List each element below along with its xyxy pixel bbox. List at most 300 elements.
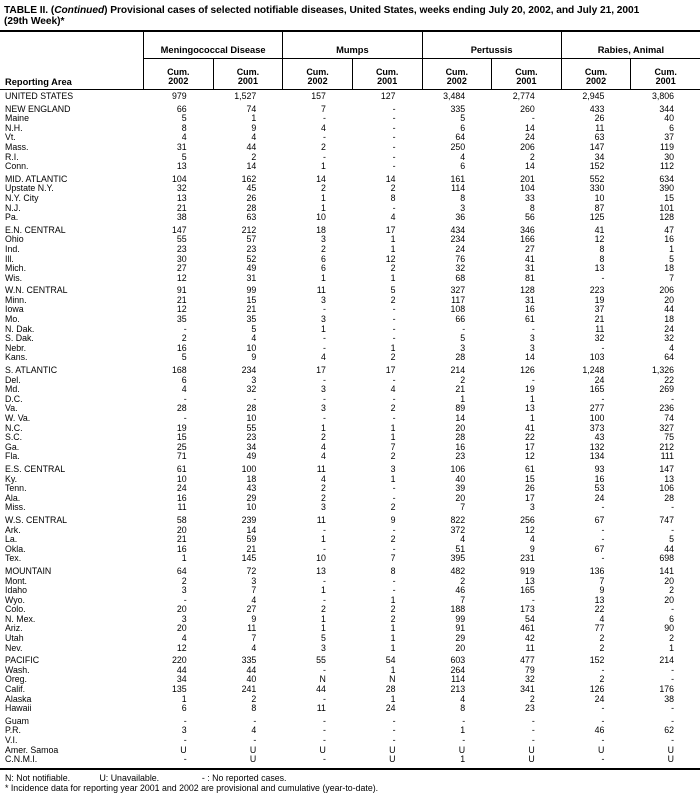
row-value: - bbox=[392, 735, 396, 745]
row-value: 51 bbox=[455, 543, 466, 554]
row-value: 147 bbox=[659, 463, 674, 474]
row-value: - bbox=[322, 664, 326, 675]
row-value: 57 bbox=[246, 234, 257, 245]
row-value: 1 bbox=[460, 725, 466, 736]
row-value: 21 bbox=[594, 314, 605, 325]
row-value: - bbox=[183, 735, 187, 745]
row-value: - bbox=[462, 715, 466, 726]
row-area-label: Ala. bbox=[5, 492, 21, 503]
row-value: 152 bbox=[589, 655, 605, 666]
row-value: 2,774 bbox=[512, 91, 535, 101]
table-row bbox=[0, 92, 700, 102]
row-value: 477 bbox=[520, 655, 535, 666]
row-value: - bbox=[253, 393, 257, 404]
row-value: 24 bbox=[594, 492, 605, 503]
row-value: 132 bbox=[589, 441, 605, 452]
row-value: 7 bbox=[320, 103, 326, 114]
row-value: 4 bbox=[460, 151, 466, 162]
row-value: 5 bbox=[251, 323, 257, 334]
row-value: 14 bbox=[246, 161, 257, 172]
row-value: 3 bbox=[460, 342, 466, 353]
row-value: 9 bbox=[251, 352, 257, 363]
row-value: 99 bbox=[246, 285, 257, 296]
table-row bbox=[0, 264, 700, 274]
table-row bbox=[0, 545, 700, 555]
table-row bbox=[0, 235, 700, 245]
row-value: 4 bbox=[251, 333, 257, 344]
row-value: 16 bbox=[455, 441, 466, 452]
row-value: 11 bbox=[316, 703, 326, 714]
row-value: 37 bbox=[664, 132, 674, 143]
row-area-label: Calif. bbox=[5, 684, 26, 695]
row-value: - bbox=[671, 674, 674, 685]
row-value: 16 bbox=[176, 543, 187, 554]
row-value: 20 bbox=[455, 642, 466, 653]
row-value: 1 bbox=[390, 633, 396, 644]
table-section bbox=[0, 656, 700, 714]
row-value: 6 bbox=[320, 263, 326, 274]
row-value: 87 bbox=[594, 202, 605, 213]
row-area-label: Ariz. bbox=[5, 623, 23, 634]
row-value: 603 bbox=[450, 655, 466, 666]
row-value: 1 bbox=[390, 473, 396, 484]
row-value: 103 bbox=[589, 352, 605, 363]
row-value: 341 bbox=[520, 684, 535, 695]
row-value: 13 bbox=[664, 473, 674, 484]
row-value: 16 bbox=[594, 473, 605, 484]
row-value: 1 bbox=[181, 693, 187, 704]
row-value: 106 bbox=[659, 483, 674, 494]
row-value: 20 bbox=[664, 594, 674, 605]
row-area-label: N. Mex. bbox=[5, 613, 36, 624]
table-title-continued: Continued bbox=[54, 5, 105, 16]
row-value: 1 bbox=[320, 161, 326, 172]
row-value: - bbox=[392, 113, 396, 124]
row-area-label: Wyo. bbox=[5, 594, 25, 605]
table-row bbox=[0, 353, 700, 363]
row-value: 4 bbox=[320, 451, 326, 462]
table-title-text: TABLE II. ( bbox=[4, 5, 55, 16]
row-value: 54 bbox=[385, 655, 396, 666]
row-area-label: S.C. bbox=[5, 432, 23, 443]
row-value: 5 bbox=[181, 151, 187, 162]
row-value: 1 bbox=[460, 754, 466, 765]
row-value: U bbox=[319, 744, 326, 755]
cum-year-header: Cum. 2002 bbox=[561, 59, 631, 89]
row-value: - bbox=[392, 374, 396, 385]
row-value: - bbox=[392, 314, 396, 325]
row-value: - bbox=[601, 715, 605, 726]
row-value: 5 bbox=[460, 113, 466, 124]
row-value: - bbox=[392, 725, 396, 736]
row-value: 8 bbox=[390, 565, 396, 576]
row-value: 1 bbox=[390, 342, 396, 353]
row-value: 6 bbox=[460, 161, 466, 172]
row-value: - bbox=[601, 272, 605, 283]
row-value: 16 bbox=[176, 342, 187, 353]
row-value: 277 bbox=[589, 403, 605, 414]
row-value: 5 bbox=[669, 253, 674, 264]
row-area-label: W. Va. bbox=[5, 413, 31, 423]
row-value: 81 bbox=[524, 272, 535, 283]
row-value: 13 bbox=[524, 403, 535, 414]
row-value: 40 bbox=[455, 473, 466, 484]
row-value: 1,527 bbox=[234, 91, 257, 101]
row-value: 71 bbox=[176, 451, 187, 462]
row-value: 17 bbox=[524, 441, 535, 452]
row-area-label: Hawaii bbox=[5, 703, 32, 714]
row-value: 10 bbox=[176, 473, 187, 484]
mmwr-table-page bbox=[0, 5, 700, 794]
row-value: 31 bbox=[246, 272, 257, 283]
row-value: 2 bbox=[669, 633, 674, 644]
row-value: 1 bbox=[320, 202, 326, 213]
row-value: 3 bbox=[320, 403, 326, 414]
row-value: - bbox=[601, 703, 605, 714]
row-area-label: Miss. bbox=[5, 502, 26, 513]
row-value: 34 bbox=[594, 151, 605, 162]
disease-group-header: Mumps bbox=[282, 32, 421, 59]
row-value: 206 bbox=[520, 141, 535, 152]
row-value: 3 bbox=[529, 333, 535, 344]
row-value: 44 bbox=[316, 684, 326, 695]
cum-year-header: Cum. 2002 bbox=[143, 59, 213, 89]
row-value: 1 bbox=[390, 234, 396, 245]
row-value: 14 bbox=[524, 122, 535, 133]
row-value: 4 bbox=[251, 642, 257, 653]
row-area-label: Va. bbox=[5, 403, 18, 414]
row-value: 3 bbox=[181, 725, 187, 736]
row-value: 66 bbox=[455, 314, 466, 325]
row-value: 19 bbox=[594, 294, 605, 305]
row-value: 2 bbox=[251, 693, 257, 704]
row-area-label: UNITED STATES bbox=[5, 91, 74, 101]
row-value: 157 bbox=[311, 91, 326, 101]
row-value: 1 bbox=[320, 323, 326, 334]
row-value: 18 bbox=[246, 473, 257, 484]
row-value: 10 bbox=[246, 502, 257, 513]
table-section bbox=[0, 226, 700, 284]
row-value: 23 bbox=[176, 243, 187, 254]
row-value: 2 bbox=[390, 502, 396, 513]
row-value: 61 bbox=[524, 314, 535, 325]
row-value: 1 bbox=[669, 243, 674, 254]
disease-group-header-row bbox=[0, 32, 700, 59]
row-value: 99 bbox=[455, 613, 466, 624]
row-value: 20 bbox=[176, 524, 187, 535]
row-value: 21 bbox=[455, 384, 466, 395]
row-value: 3 bbox=[460, 202, 466, 213]
row-value: 3 bbox=[320, 294, 326, 305]
row-value: 2 bbox=[390, 403, 396, 414]
row-value: 1 bbox=[320, 534, 326, 545]
row-value: 4 bbox=[181, 384, 187, 395]
row-value: 234 bbox=[241, 365, 257, 376]
row-value: 41 bbox=[524, 253, 535, 264]
row-value: 4 bbox=[181, 633, 187, 644]
row-value: 10 bbox=[246, 342, 257, 353]
row-area-label: S. Dak. bbox=[5, 333, 34, 344]
table-row bbox=[0, 567, 700, 577]
row-value: 135 bbox=[171, 684, 187, 695]
row-value: - bbox=[183, 393, 187, 404]
row-value: 373 bbox=[589, 422, 605, 433]
row-value: - bbox=[392, 483, 396, 494]
row-value: 3 bbox=[181, 613, 187, 624]
row-value: 147 bbox=[589, 141, 605, 152]
row-value: 100 bbox=[589, 413, 605, 423]
row-value: 43 bbox=[246, 483, 257, 494]
row-value: U bbox=[249, 754, 257, 765]
row-value: 15 bbox=[524, 473, 535, 484]
row-area-label: Upstate N.Y. bbox=[5, 183, 54, 194]
row-value: - bbox=[392, 151, 396, 162]
row-area-label: Nev. bbox=[5, 642, 23, 653]
row-value: 31 bbox=[524, 294, 535, 305]
row-value: 18 bbox=[664, 263, 674, 274]
row-value: 2 bbox=[390, 534, 396, 545]
row-value: 11 bbox=[247, 623, 257, 634]
row-value: 28 bbox=[455, 432, 466, 443]
row-value: 6 bbox=[669, 613, 674, 624]
row-value: - bbox=[322, 543, 326, 554]
row-value: 6 bbox=[669, 122, 674, 133]
row-area-label: Iowa bbox=[5, 304, 24, 315]
row-value: 16 bbox=[524, 304, 535, 315]
row-value: - bbox=[671, 735, 674, 745]
row-value: 46 bbox=[594, 725, 605, 736]
row-area-label: MID. ATLANTIC bbox=[5, 173, 68, 184]
row-area-label: Ark. bbox=[5, 524, 21, 535]
row-value: 128 bbox=[659, 212, 674, 223]
row-value: 14 bbox=[246, 524, 257, 535]
row-value: - bbox=[392, 333, 396, 344]
row-value: 8 bbox=[599, 243, 605, 254]
row-value: 390 bbox=[659, 183, 674, 194]
row-value: 1 bbox=[251, 113, 257, 124]
row-value: - bbox=[392, 122, 396, 133]
row-value: 4 bbox=[460, 534, 466, 545]
row-value: 1 bbox=[320, 613, 326, 624]
row-area-label: C.N.M.I. bbox=[5, 754, 38, 765]
row-value: 11 bbox=[316, 514, 326, 525]
row-value: 747 bbox=[659, 514, 674, 525]
row-value: U bbox=[249, 744, 257, 755]
row-value: 433 bbox=[589, 103, 605, 114]
row-value: 55 bbox=[246, 422, 257, 433]
table-section bbox=[0, 366, 700, 462]
row-value: 2 bbox=[460, 374, 466, 385]
row-value: 1 bbox=[320, 272, 326, 283]
row-value: 4 bbox=[390, 212, 396, 223]
row-value: 20 bbox=[455, 422, 466, 433]
table-row bbox=[0, 755, 700, 765]
row-value: 26 bbox=[594, 113, 605, 124]
row-area-label: Wis. bbox=[5, 272, 23, 283]
table-row bbox=[0, 162, 700, 172]
table-row bbox=[0, 274, 700, 284]
legend-unavailable: U: Unavailable. bbox=[99, 772, 160, 783]
row-value: 55 bbox=[176, 234, 187, 245]
row-value: 4 bbox=[320, 473, 326, 484]
row-value: 10 bbox=[246, 413, 257, 423]
row-value: 5 bbox=[669, 534, 674, 545]
row-value: 2 bbox=[460, 575, 466, 586]
row-value: 67 bbox=[594, 514, 605, 525]
row-value: - bbox=[392, 323, 396, 334]
row-value: 1 bbox=[320, 192, 326, 203]
table-row bbox=[0, 746, 700, 756]
row-value: 3 bbox=[320, 502, 326, 513]
row-value: 1 bbox=[390, 422, 396, 433]
table-row bbox=[0, 245, 700, 255]
disease-group-header: Meningococcal Disease bbox=[143, 32, 282, 59]
row-area-label: Mont. bbox=[5, 575, 28, 586]
row-value: 188 bbox=[450, 604, 466, 615]
row-value: 152 bbox=[589, 161, 605, 172]
row-value: - bbox=[462, 735, 466, 745]
cum-year-header: Cum. 2001 bbox=[491, 59, 561, 89]
row-value: - bbox=[322, 725, 326, 736]
row-value: 44 bbox=[176, 664, 187, 675]
table-row bbox=[0, 516, 700, 526]
row-value: 32 bbox=[455, 263, 466, 274]
cum-year-header: Cum. 2002 bbox=[282, 59, 352, 89]
row-value: 145 bbox=[241, 553, 257, 564]
row-value: 17 bbox=[316, 365, 326, 376]
row-area-label: Mo. bbox=[5, 314, 20, 325]
row-value: 21 bbox=[246, 304, 257, 315]
row-value: U bbox=[667, 744, 674, 755]
row-value: 101 bbox=[659, 202, 674, 213]
row-value: 10 bbox=[316, 553, 326, 564]
row-value: 64 bbox=[176, 565, 187, 576]
row-value: 7 bbox=[251, 585, 257, 596]
row-value: 28 bbox=[385, 684, 396, 695]
row-value: 2 bbox=[320, 141, 326, 152]
row-value: 3 bbox=[251, 575, 257, 586]
row-value: - bbox=[322, 413, 326, 423]
row-value: 223 bbox=[589, 285, 605, 296]
row-area-label: Ind. bbox=[5, 243, 20, 254]
disease-group-header: Rabies, Animal bbox=[561, 32, 700, 59]
row-value: - bbox=[531, 323, 535, 334]
row-area-label: Alaska bbox=[5, 693, 32, 704]
row-area-label: Minn. bbox=[5, 294, 27, 305]
row-value: - bbox=[671, 715, 674, 726]
row-value: 91 bbox=[455, 623, 466, 634]
row-value: 67 bbox=[594, 543, 605, 554]
row-value: 206 bbox=[659, 285, 674, 296]
row-value: 45 bbox=[246, 183, 257, 194]
row-value: 21 bbox=[246, 543, 257, 554]
row-value: 264 bbox=[450, 664, 466, 675]
row-value: 108 bbox=[450, 304, 466, 315]
row-value: 24 bbox=[524, 132, 535, 143]
row-value: 372 bbox=[450, 524, 466, 535]
row-value: - bbox=[322, 693, 326, 704]
row-value: 28 bbox=[246, 403, 257, 414]
table-title bbox=[4, 5, 700, 27]
row-value: U bbox=[598, 744, 605, 755]
row-value: 33 bbox=[524, 192, 535, 203]
row-value: 2,945 bbox=[582, 91, 605, 101]
row-value: 41 bbox=[594, 224, 605, 235]
row-value: 27 bbox=[246, 604, 257, 615]
row-value: 47 bbox=[664, 224, 674, 235]
row-value: - bbox=[601, 524, 605, 535]
row-value: 3 bbox=[390, 463, 396, 474]
row-value: 37 bbox=[594, 304, 605, 315]
row-value: 5 bbox=[320, 633, 326, 644]
row-value: 49 bbox=[246, 451, 257, 462]
row-value: 1 bbox=[460, 393, 466, 404]
row-value: - bbox=[671, 703, 674, 714]
row-value: 1 bbox=[529, 413, 535, 423]
row-value: 30 bbox=[664, 151, 674, 162]
row-value: - bbox=[531, 113, 535, 124]
row-value: - bbox=[392, 393, 396, 404]
row-value: 335 bbox=[241, 655, 257, 666]
row-value: 2 bbox=[251, 151, 257, 162]
row-value: 231 bbox=[520, 553, 535, 564]
row-value: 40 bbox=[664, 113, 674, 124]
row-value: 11 bbox=[525, 642, 535, 653]
row-value: - bbox=[531, 725, 535, 736]
row-value: 8 bbox=[390, 192, 396, 203]
row-value: 461 bbox=[520, 623, 535, 634]
cum-year-header: Cum. 2002 bbox=[422, 59, 492, 89]
row-value: 31 bbox=[524, 263, 535, 274]
row-area-label: N.Y. City bbox=[5, 192, 39, 203]
row-value: 25 bbox=[176, 441, 187, 452]
row-value: - bbox=[322, 524, 326, 535]
row-value: 7 bbox=[599, 575, 605, 586]
table-row bbox=[0, 644, 700, 654]
table-row bbox=[0, 213, 700, 223]
row-value: 212 bbox=[659, 441, 674, 452]
row-value: 4 bbox=[181, 132, 187, 143]
row-value: 11 bbox=[595, 122, 605, 133]
row-area-label: Colo. bbox=[5, 604, 26, 615]
row-area-label: Okla. bbox=[5, 543, 26, 554]
row-value: 2 bbox=[599, 642, 605, 653]
row-value: 10 bbox=[316, 212, 326, 223]
row-value: - bbox=[531, 594, 535, 605]
row-value: 2 bbox=[181, 333, 187, 344]
row-value: 35 bbox=[246, 314, 257, 325]
row-value: 20 bbox=[176, 623, 187, 634]
row-value: - bbox=[322, 575, 326, 586]
row-value: N bbox=[389, 674, 396, 685]
table-row bbox=[0, 624, 700, 634]
row-area-label: Oreg. bbox=[5, 674, 28, 685]
row-value: 12 bbox=[176, 272, 187, 283]
row-value: 168 bbox=[171, 365, 187, 376]
row-area-label: Vt. bbox=[5, 132, 16, 143]
row-area-label: Tenn. bbox=[5, 483, 27, 494]
row-area-label: S. ATLANTIC bbox=[5, 365, 58, 376]
row-value: 12 bbox=[524, 524, 535, 535]
row-value: 127 bbox=[380, 91, 396, 101]
row-value: 166 bbox=[520, 234, 535, 245]
row-value: 79 bbox=[524, 664, 535, 675]
row-value: - bbox=[601, 534, 605, 545]
row-value: - bbox=[671, 502, 674, 513]
row-value: 13 bbox=[524, 575, 535, 586]
row-value: 74 bbox=[664, 413, 674, 423]
row-value: 9 bbox=[529, 543, 535, 554]
